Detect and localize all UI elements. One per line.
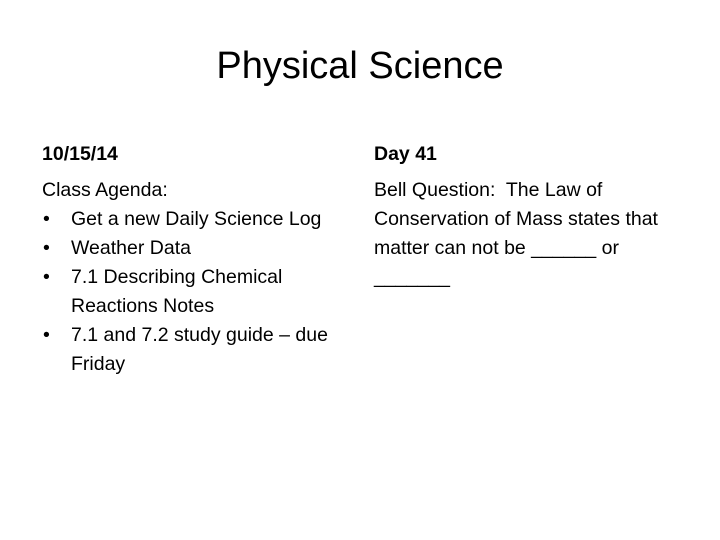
- slide-title: Physical Science: [216, 45, 504, 87]
- bullet-icon: •: [43, 266, 50, 288]
- agenda-item-text: 7.1 and 7.2 study guide – due Friday: [71, 324, 328, 375]
- day-heading: Day 41: [374, 143, 437, 165]
- agenda-item: [42, 205, 352, 234]
- date-heading: 10/15/14: [42, 143, 118, 165]
- agenda-item: [42, 263, 352, 321]
- agenda-list: [42, 205, 352, 379]
- bullet-icon: •: [43, 324, 50, 346]
- bell-question-text: Bell Question: The Law of Conservation of Mass states that matter can not be ______ or _______: [374, 179, 664, 288]
- agenda-item-text: 7.1 Describing Chemical Reactions Notes: [71, 266, 283, 317]
- agenda-item-text: Weather Data: [71, 237, 191, 259]
- bullet-icon: •: [43, 237, 50, 259]
- bullet-icon: •: [43, 208, 50, 230]
- agenda-label: Class Agenda:: [42, 179, 168, 201]
- agenda-item: [42, 321, 352, 379]
- bell-question-column: [374, 140, 684, 292]
- agenda-item: [42, 234, 352, 263]
- agenda-column: [42, 140, 352, 379]
- agenda-item-text: Get a new Daily Science Log: [71, 208, 322, 230]
